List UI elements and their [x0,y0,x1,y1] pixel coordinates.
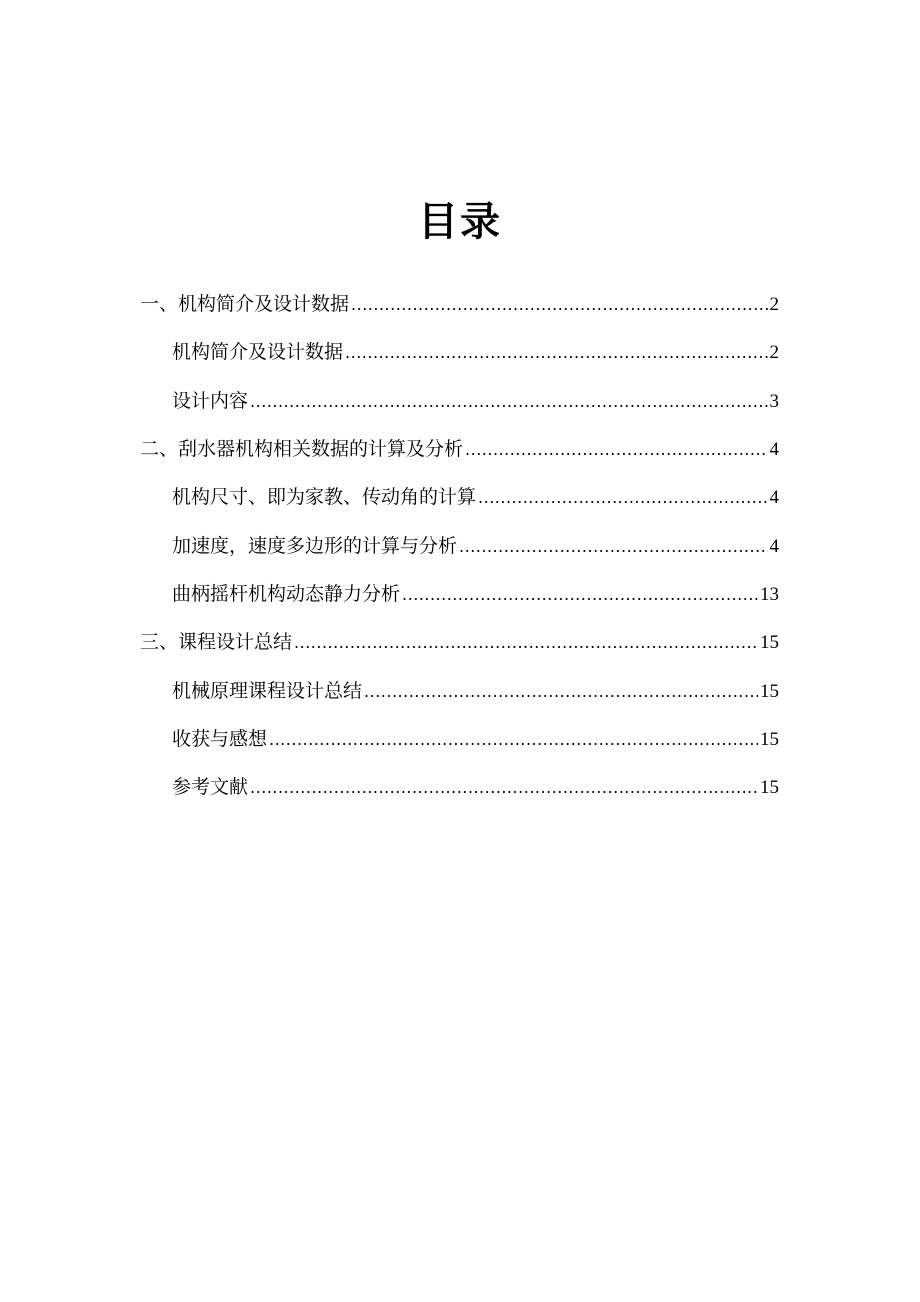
toc-entry-text: 加速度，速度多边形的计算与分析 [172,535,458,557]
toc-page-number: 3 [769,391,779,412]
toc-title: 目录 [418,199,502,245]
toc-entry[interactable] [140,626,779,658]
toc-entry[interactable] [172,578,779,610]
toc-page-number: 15 [760,729,779,750]
toc-page-number: 15 [760,681,779,702]
toc-entry-text: 参考文献 [172,776,249,798]
toc-dot-leader [459,531,767,563]
toc-dot-leader [250,386,767,418]
toc-dot-leader [269,724,758,756]
toc-dot-leader [294,627,758,659]
toc-page-number: 2 [769,342,779,363]
toc-entry[interactable] [140,433,779,465]
toc-dot-leader [478,482,767,514]
toc-entry[interactable] [172,336,779,368]
toc-page-number: 4 [769,536,779,557]
toc-page-number: 15 [760,777,779,798]
toc-entry-text: 曲柄摇杆机构动态静力分析 [172,583,401,605]
toc-entry[interactable] [172,771,779,803]
toc-dot-leader [364,676,758,708]
toc-entry[interactable] [172,385,779,417]
toc-entry-text: 设计内容 [172,390,249,412]
toc-dot-leader [351,289,767,321]
toc-entry[interactable] [172,675,779,707]
toc-page-number: 2 [769,294,779,315]
toc-page-number: 15 [760,632,779,653]
toc-dot-leader [250,772,758,804]
toc-entry-text: 机械原理课程设计总结 [172,680,363,702]
toc-entry[interactable] [172,530,779,562]
toc-entry-text: 一、机构简介及设计数据 [140,293,350,315]
toc-entry-text: 收获与感想 [172,728,268,750]
toc-entry[interactable] [172,481,779,513]
toc-page-number: 13 [760,584,779,605]
toc-page-number: 4 [769,439,779,460]
toc-entry[interactable] [172,723,779,755]
toc-dot-leader [402,579,758,611]
toc-entry-text: 三、课程设计总结 [140,631,293,653]
toc-page-number: 4 [769,487,779,508]
toc-entry[interactable] [140,288,779,320]
toc-dot-leader [345,337,767,369]
toc-entry-text: 机构尺寸、即为家教、传动角的计算 [172,486,477,508]
toc-entry-text: 二、刮水器机构相关数据的计算及分析 [140,438,464,460]
toc-dot-leader [465,434,767,466]
toc-entry-text: 机构简介及设计数据 [172,341,344,363]
